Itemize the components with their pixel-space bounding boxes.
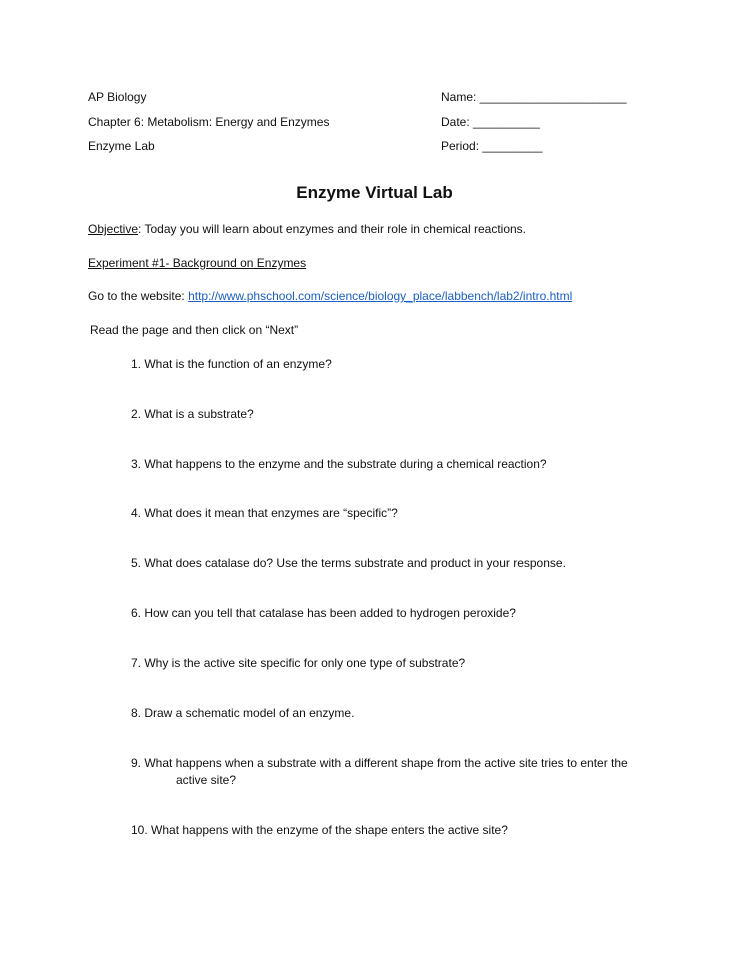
question-10: 10. What happens with the enzyme of the shape enters the active site? xyxy=(131,823,508,837)
question-5: 5. What does catalase do? Use the terms substrate and product in your response. xyxy=(131,556,566,570)
instruction-text: Read the page and then click on “Next” xyxy=(90,323,299,337)
question-8: 8. Draw a schematic model of an enzyme. xyxy=(131,706,355,720)
question-4: 4. What does it mean that enzymes are “specific”? xyxy=(131,506,398,520)
question-9: 9. What happens when a substrate with a different shape from the active site tries to enter the xyxy=(131,756,628,770)
website-line xyxy=(88,288,572,304)
chapter-label: Chapter 6: Metabolism: Energy and Enzymes xyxy=(88,115,330,129)
question-6: 6. How can you tell that catalase has been added to hydrogen peroxide? xyxy=(131,606,516,620)
question-9-continuation: active site? xyxy=(176,773,237,787)
objective-label: Objective xyxy=(88,222,139,236)
course-label: AP Biology xyxy=(88,90,147,104)
website-link[interactable]: http://www.phschool.com/science/biology_place/labbench/lab2/intro.html xyxy=(188,289,573,303)
question-1: 1. What is the function of an enzyme? xyxy=(131,357,332,371)
period-field: Period: _________ xyxy=(441,139,543,153)
question-3: 3. What happens to the enzyme and the substrate during a chemical reaction? xyxy=(131,457,547,471)
name-field: Name: ______________________ xyxy=(441,90,627,104)
website-prefix: Go to the website: xyxy=(88,289,189,303)
objective-line xyxy=(88,221,526,237)
page-title: Enzyme Virtual Lab xyxy=(296,183,453,202)
experiment-heading: Experiment #1- Background on Enzymes xyxy=(88,256,307,270)
objective-text: : Today you will learn about enzymes and their role in chemical reactions. xyxy=(138,222,527,236)
question-7: 7. Why is the active site specific for only one type of substrate? xyxy=(131,656,466,670)
date-field: Date: __________ xyxy=(441,115,540,129)
lab-label: Enzyme Lab xyxy=(88,139,155,153)
question-2: 2. What is a substrate? xyxy=(131,407,254,421)
